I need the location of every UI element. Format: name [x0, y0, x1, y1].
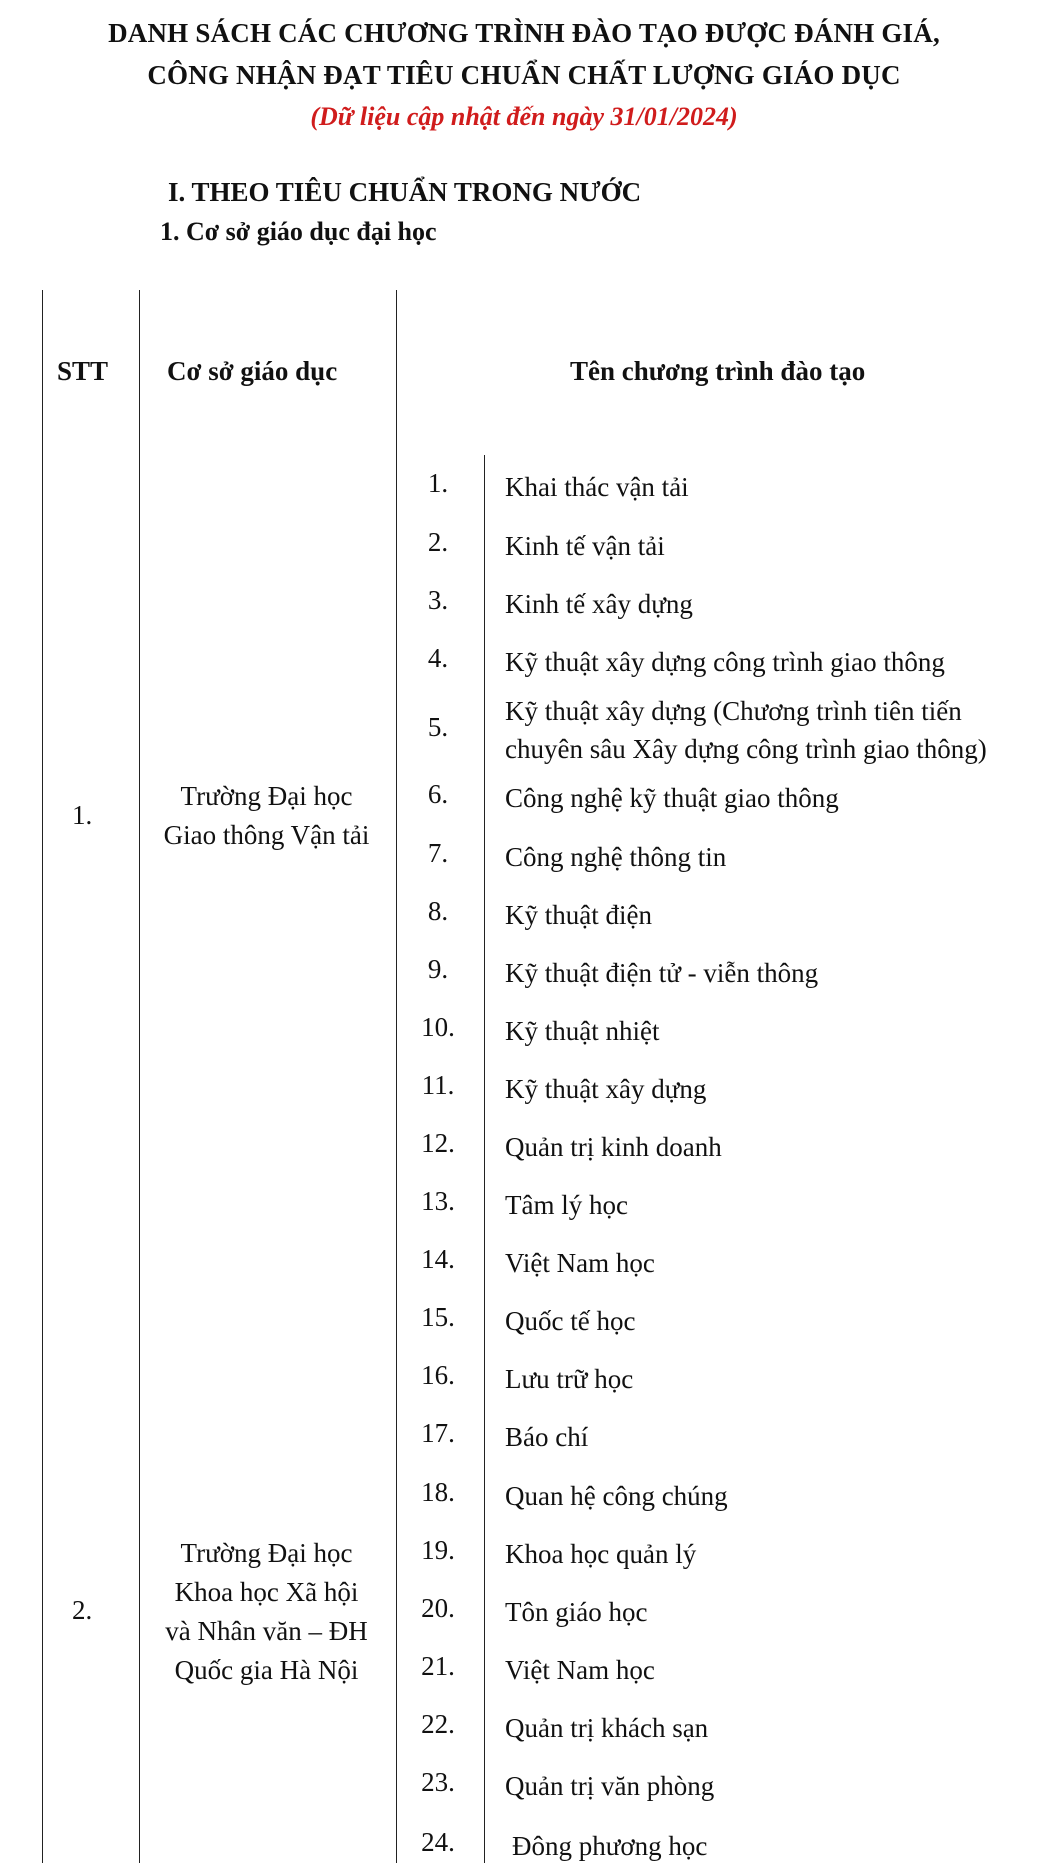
program-number: 10. [421, 1012, 455, 1042]
program-number: 20. [421, 1593, 455, 1623]
program-number: 16. [421, 1360, 455, 1390]
program-name: Kỹ thuật điện [505, 900, 652, 930]
program-name: Quản trị văn phòng [505, 1771, 715, 1801]
program-number: 5. [427, 712, 449, 742]
program-name: Quan hệ công chúng [505, 1481, 728, 1511]
program-name: Kỹ thuật xây dựng công trình giao thông [505, 647, 945, 677]
program-number: 15. [421, 1302, 455, 1332]
institution-name [138, 777, 395, 855]
institution-stt: 2. [72, 1595, 93, 1625]
program-number: 7. [427, 838, 449, 868]
institution-name-line: Quốc gia Hà Nội [174, 1655, 359, 1685]
program-number: 14. [421, 1244, 455, 1274]
program-number: 4. [427, 643, 449, 673]
section-heading: I. THEO TIÊU CHUẨN TRONG NƯỚC [168, 177, 642, 207]
program-name: Kỹ thuật nhiệt [505, 1016, 660, 1046]
program-number: 8. [427, 896, 449, 926]
program-name: Quản trị khách sạn [505, 1713, 709, 1743]
column-header-program: Tên chương trình đào tạo [570, 356, 866, 386]
program-name: Công nghệ kỹ thuật giao thông [505, 783, 839, 813]
program-number: 18. [421, 1477, 455, 1507]
program-name: Khai thác vận tải [505, 472, 689, 502]
program-name: Kinh tế xây dựng [505, 589, 693, 619]
program-name: Tâm lý học [505, 1190, 628, 1220]
program-name: Việt Nam học [505, 1655, 655, 1685]
program-name-line: chuyên sâu Xây dựng công trình giao thông) [505, 734, 987, 764]
program-number: 19. [421, 1535, 455, 1565]
program-number: 12. [421, 1128, 455, 1158]
table-divider-institution [396, 290, 397, 1863]
column-header-stt: STT [57, 356, 109, 386]
program-number: 24. [421, 1827, 455, 1857]
program-name: Tôn giáo học [505, 1597, 648, 1627]
program-name: Việt Nam học [505, 1248, 655, 1278]
program-number: 21. [421, 1651, 455, 1681]
program-name: Lưu trữ học [505, 1364, 634, 1394]
program-number: 23. [421, 1767, 455, 1797]
program-number: 22. [421, 1709, 455, 1739]
program-number: 17. [421, 1418, 455, 1448]
table-divider-number [484, 455, 485, 1863]
institution-name-line: Trường Đại học [180, 1538, 353, 1568]
program-name: Quốc tế học [505, 1306, 636, 1336]
program-name: Quản trị kinh doanh [505, 1132, 722, 1162]
update-date-note: (Dữ liệu cập nhật đến ngày 31/01/2024) [310, 102, 738, 131]
institution-name-line: Trường Đại học [180, 781, 353, 811]
program-name-line: Kỹ thuật xây dựng (Chương trình tiên tiến [505, 696, 962, 726]
column-header-institution: Cơ sở giáo dục [167, 356, 338, 386]
institution-name-line: và Nhân văn – ĐH [165, 1616, 368, 1646]
program-name [505, 692, 987, 768]
program-name: Kinh tế vận tải [505, 531, 665, 561]
institution-name-line: Giao thông Vận tải [163, 820, 370, 850]
table-border-left [42, 290, 43, 1863]
program-name: Báo chí [505, 1422, 589, 1452]
document-title-line-1: DANH SÁCH CÁC CHƯƠNG TRÌNH ĐÀO TẠO ĐƯỢC ĐÁNH GIÁ, [108, 18, 940, 48]
program-number: 1. [427, 468, 449, 498]
program-number: 9. [427, 954, 449, 984]
program-name: Kỹ thuật xây dựng [505, 1074, 707, 1104]
program-number: 11. [421, 1070, 455, 1100]
program-name: Công nghệ thông tin [505, 842, 727, 872]
program-name: Khoa học quản lý [505, 1539, 697, 1569]
program-number: 13. [421, 1186, 455, 1216]
institution-name-line: Khoa học Xã hội [174, 1577, 359, 1607]
institution-name [138, 1534, 395, 1690]
program-number: 2. [427, 527, 449, 557]
program-name: Kỹ thuật điện tử - viễn thông [505, 958, 819, 988]
institution-stt: 1. [72, 800, 93, 830]
program-number: 3. [427, 585, 449, 615]
subsection-heading: 1. Cơ sở giáo dục đại học [160, 217, 437, 246]
program-name: Đông phương học [512, 1831, 708, 1861]
document-title-line-2: CÔNG NHẬN ĐẠT TIÊU CHUẨN CHẤT LƯỢNG GIÁO DỤC [147, 60, 901, 90]
program-number: 6. [427, 779, 449, 809]
